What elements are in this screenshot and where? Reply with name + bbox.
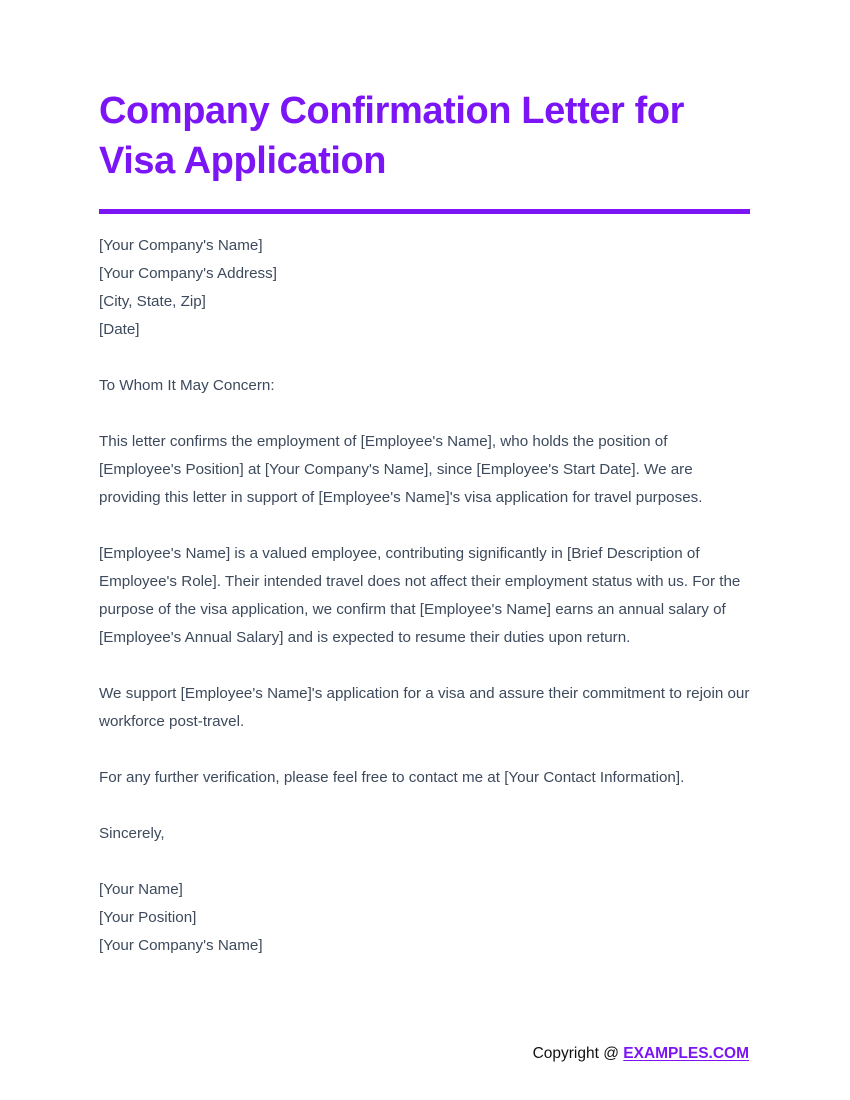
- sender-company-name: [Your Company's Name]: [99, 237, 263, 254]
- signer-company-name: [Your Company's Name]: [99, 937, 263, 954]
- signer-name: [Your Name]: [99, 881, 183, 898]
- closing-salutation: Sincerely,: [99, 825, 165, 842]
- sender-city-state-zip: [City, State, Zip]: [99, 293, 206, 310]
- examples-com-link[interactable]: EXAMPLES.COM: [623, 1045, 749, 1062]
- body-paragraph-1: This letter confirms the employment of [Employee's Name], who holds the position of [Employee's Position] at [Your Company's Name], since [Employee's Start Date]. We are providing this letter in support of [Employee's Name]'s visa application for travel purposes.: [99, 433, 703, 506]
- sender-address-block: [99, 232, 750, 344]
- letter-body: [99, 232, 750, 960]
- spacer-after-address: [99, 344, 750, 372]
- signature-block: [99, 876, 750, 960]
- body-paragraph-4: For any further verification, please feel free to contact me at [Your Contact Information].: [99, 769, 685, 786]
- salutation: To Whom It May Concern:: [99, 377, 275, 394]
- body-paragraph-3: We support [Employee's Name]'s application for a visa and assure their commitment to rejoin our workforce post-travel.: [99, 685, 750, 730]
- spacer-after-closing: [99, 848, 750, 876]
- document-content: [99, 86, 750, 960]
- body-paragraph-2: [Employee's Name] is a valued employee, contributing significantly in [Brief Description of Employee's Role]. Their intended travel does not affect their employment status with us. For the purpose of the visa application, we confirm that [Employee's Name] earns an annual salary of [Employee's Annual Salary] and is expected to resume their duties upon return.: [99, 545, 741, 646]
- sender-date: [Date]: [99, 321, 140, 338]
- spacer-after-salutation: [99, 400, 750, 428]
- spacer-after-paragraph-4: [99, 792, 750, 820]
- sender-company-address: [Your Company's Address]: [99, 265, 277, 282]
- footer-copyright: [533, 1043, 749, 1065]
- title-divider: [99, 209, 750, 214]
- spacer-after-paragraph-3: [99, 736, 750, 764]
- spacer-after-paragraph-1: [99, 512, 750, 540]
- signer-position: [Your Position]: [99, 909, 197, 926]
- copyright-label: Copyright @: [532, 1045, 624, 1062]
- page-title: Company Confirmation Letter for Visa Application: [99, 90, 685, 182]
- spacer-after-paragraph-2: [99, 652, 750, 680]
